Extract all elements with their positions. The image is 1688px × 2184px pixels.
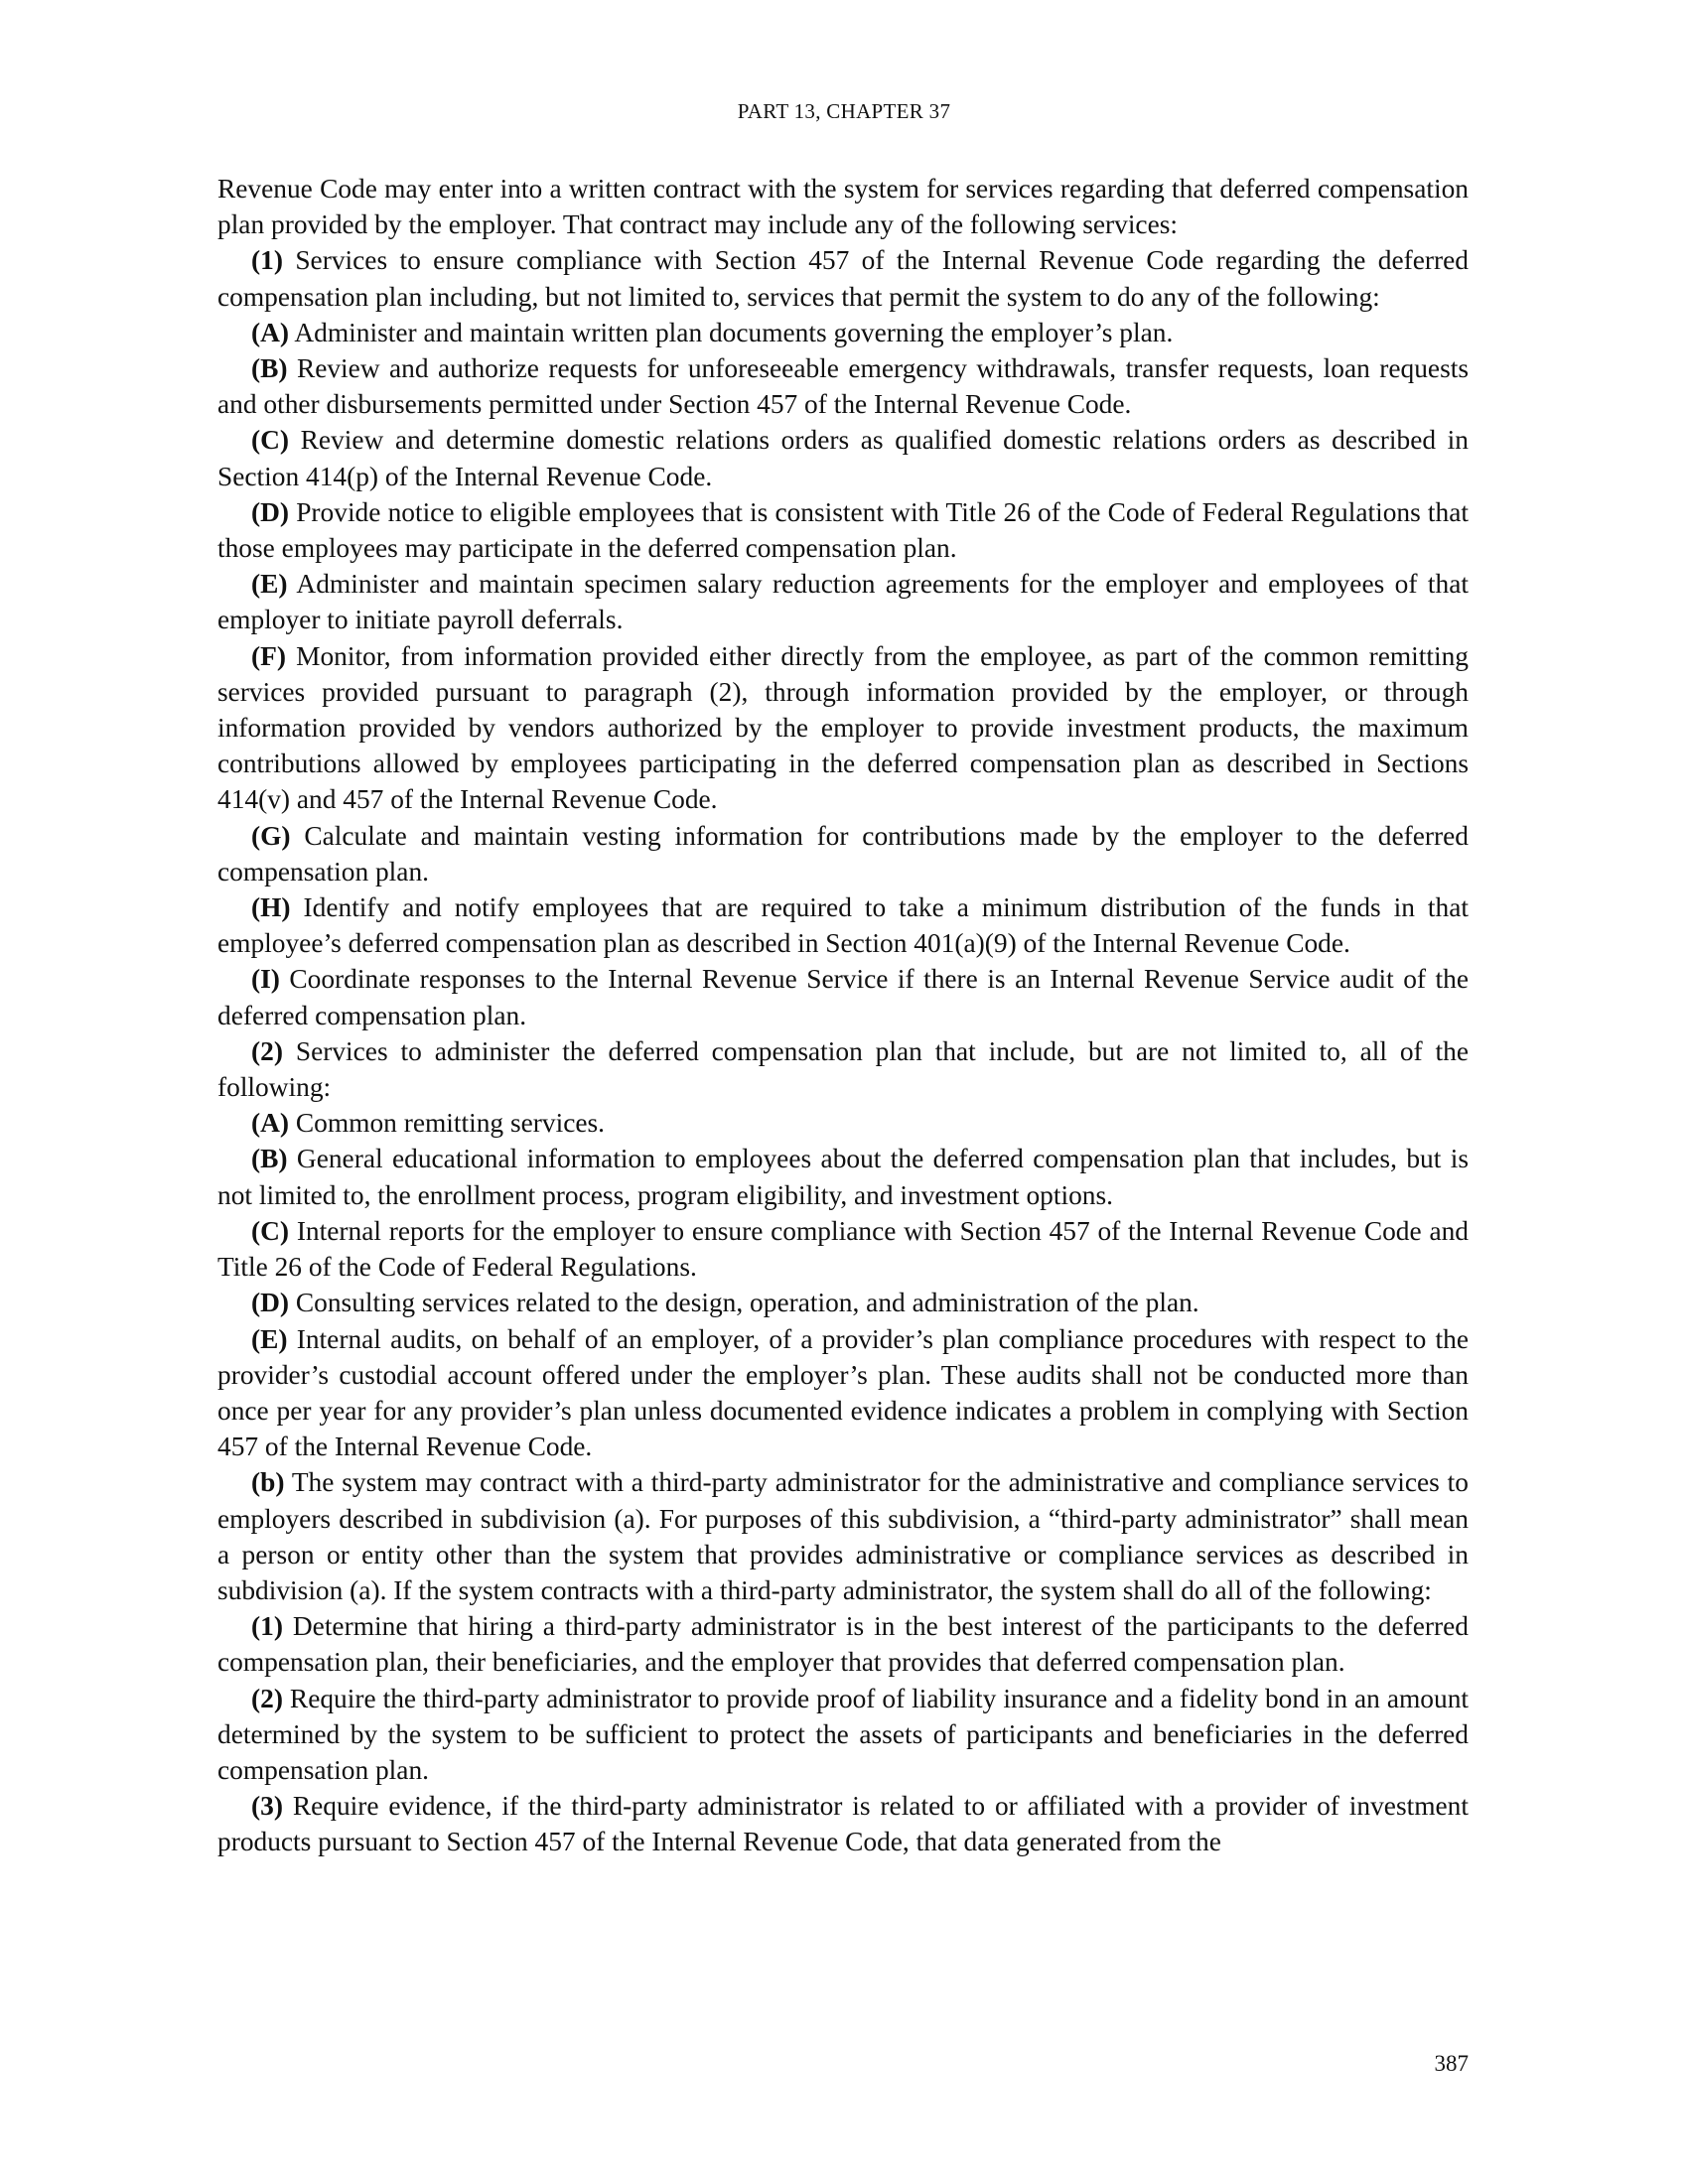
paragraph-a1 — [217, 242, 1469, 314]
paragraph-text: Internal reports for the employer to ensure compliance with Section 457 of the Internal Revenue Code and Title 26 of the Code of Federal Regulations. — [217, 1215, 1469, 1283]
paragraph-label: (H) — [251, 892, 291, 923]
paragraph-label: (D) — [251, 1288, 290, 1318]
paragraph-label: (B) — [251, 353, 288, 384]
paragraph-text: The system may contract with a third-party administrator for the administrative and compliance services to employers described in subdivision (a). For purposes of this subdivision, a “third-party administrator” shall mean a person or entity other than the system that provides administrative or compliance services as described in subdivision (a). If the system contracts with a third-party administrator, the system shall do all of the following: — [217, 1467, 1469, 1605]
paragraph-b3 — [217, 1788, 1469, 1859]
paragraph-text: Coordinate responses to the Internal Revenue Service if there is an Internal Revenue Service audit of the deferred compensation plan. — [217, 964, 1469, 1030]
paragraph-text: Services to ensure compliance with Section 457 of the Internal Revenue Code regarding the deferred compensation plan including, but not limited to, services that permit the system to do any of the following: — [217, 245, 1469, 312]
paragraph-label: (B) — [251, 1144, 288, 1174]
paragraph-text: Monitor, from information provided either directly from the employee, as part of the common remitting services provided pursuant to paragraph (2), through information provided by the employer, or through information provided by vendors authorized by the employer to provide investment products, the maximum contributions allowed by employees participating in the deferred compensation plan as described in Sections 414(v) and 457 of the Internal Revenue Code. — [217, 640, 1469, 815]
paragraph-label: (2) — [251, 1683, 283, 1713]
paragraph-text: Administer and maintain specimen salary reduction agreements for the employer and employees of that employer to initiate payroll deferrals. — [217, 569, 1469, 635]
paragraph-text: General educational information to employees about the deferred compensation plan that includes, but is not limited to, the enrollment process, program eligibility, and investment options. — [217, 1144, 1469, 1210]
paragraph-label: (F) — [251, 640, 286, 671]
paragraph-a1B — [217, 350, 1469, 422]
paragraph-text: Calculate and maintain vesting information for contributions made by the employer to the deferred compensation plan. — [217, 820, 1469, 887]
paragraph-text: Review and determine domestic relations orders as qualified domestic relations orders as described in Section 414(p) of the Internal Revenue Code. — [217, 425, 1469, 491]
paragraph-a2B — [217, 1141, 1469, 1212]
paragraph-label: (A) — [251, 1108, 290, 1139]
paragraph-a2E — [217, 1321, 1469, 1465]
paragraph-label: (3) — [251, 1791, 283, 1822]
paragraph-label: (A) — [251, 317, 290, 347]
paragraph-a2A — [217, 1105, 1469, 1141]
paragraph-a1G — [217, 818, 1469, 889]
paragraph-text: Provide notice to eligible employees that is consistent with Title 26 of the Code of Federal Regulations that those employees may participate in the deferred compensation plan. — [217, 496, 1469, 564]
paragraph-a1A — [217, 315, 1469, 350]
paragraph-a2D — [217, 1285, 1469, 1320]
paragraph-label: (E) — [251, 1323, 288, 1354]
paragraph-text: Services to administer the deferred compensation plan that include, but are not limited to, all of the following: — [217, 1035, 1469, 1103]
paragraph-a1D — [217, 494, 1469, 566]
paragraph-continuation — [217, 171, 1469, 242]
paragraph-label: (2) — [251, 1035, 283, 1066]
running-head: PART 13, CHAPTER 37 — [737, 99, 951, 123]
paragraph-label: (1) — [251, 1611, 283, 1642]
paragraph-text: Consulting services related to the design, operation, and administration of the plan. — [289, 1288, 1199, 1318]
paragraph-label: (D) — [251, 496, 290, 527]
page-number: 387 — [1434, 2051, 1469, 2076]
paragraph-text: Require evidence, if the third-party administrator is related to or affiliated with a provider of investment products pursuant to Section 457 of the Internal Revenue Code, that data generated from the — [217, 1791, 1469, 1857]
paragraph-label: (I) — [251, 964, 280, 995]
paragraph-text: Revenue Code may enter into a written contract with the system for services regarding that deferred compensation plan provided by the employer. That contract may include any of the following services: — [217, 174, 1469, 240]
paragraph-text: Review and authorize requests for unforeseeable emergency withdrawals, transfer requests, loan requests and other disbursements permitted under Section 457 of the Internal Revenue Code. — [217, 353, 1469, 420]
paragraph-text: Determine that hiring a third-party administrator is in the best interest of the participants to the deferred compensation plan, their beneficiaries, and the employer that provides that deferred compensation plan. — [217, 1611, 1469, 1678]
paragraph-a1F — [217, 638, 1469, 818]
paragraph-label: (G) — [251, 820, 291, 851]
paragraph-b1 — [217, 1608, 1469, 1680]
paragraph-a1E — [217, 566, 1469, 637]
paragraph-text: Identify and notify employees that are required to take a minimum distribution of the funds in that employee’s deferred compensation plan as described in Section 401(a)(9) of the Internal Revenue Code. — [217, 892, 1469, 959]
paragraph-label: (C) — [251, 1215, 290, 1246]
statute-text — [217, 171, 1469, 1860]
paragraph-text: Administer and maintain written plan documents governing the employer’s plan. — [289, 317, 1174, 347]
paragraph-a2C — [217, 1213, 1469, 1285]
paragraph-text: Common remitting services. — [289, 1108, 606, 1139]
paragraph-a1C — [217, 422, 1469, 493]
paragraph-label: (E) — [251, 569, 288, 600]
paragraph-label: (C) — [251, 425, 290, 456]
paragraph-text: Internal audits, on behalf of an employer, of a provider’s plan compliance procedures with respect to the provider’s custodial account offered under the employer’s plan. These audits shall not be conducted more than once per year for any provider’s plan unless documented evidence indicates a problem in complying with Section 457 of the Internal Revenue Code. — [217, 1323, 1469, 1462]
paragraph-text: Require the third-party administrator to provide proof of liability insurance and a fidelity bond in an amount determined by the system to be sufficient to protect the assets of participants and beneficiaries in the deferred compensation plan. — [217, 1683, 1469, 1785]
paragraph-a1H — [217, 889, 1469, 961]
paragraph-label: (1) — [251, 245, 283, 276]
paragraph-a1I — [217, 961, 1469, 1032]
paragraph-a2 — [217, 1033, 1469, 1105]
paragraph-b2 — [217, 1681, 1469, 1789]
paragraph-label: (b) — [251, 1467, 285, 1498]
paragraph-b — [217, 1464, 1469, 1608]
